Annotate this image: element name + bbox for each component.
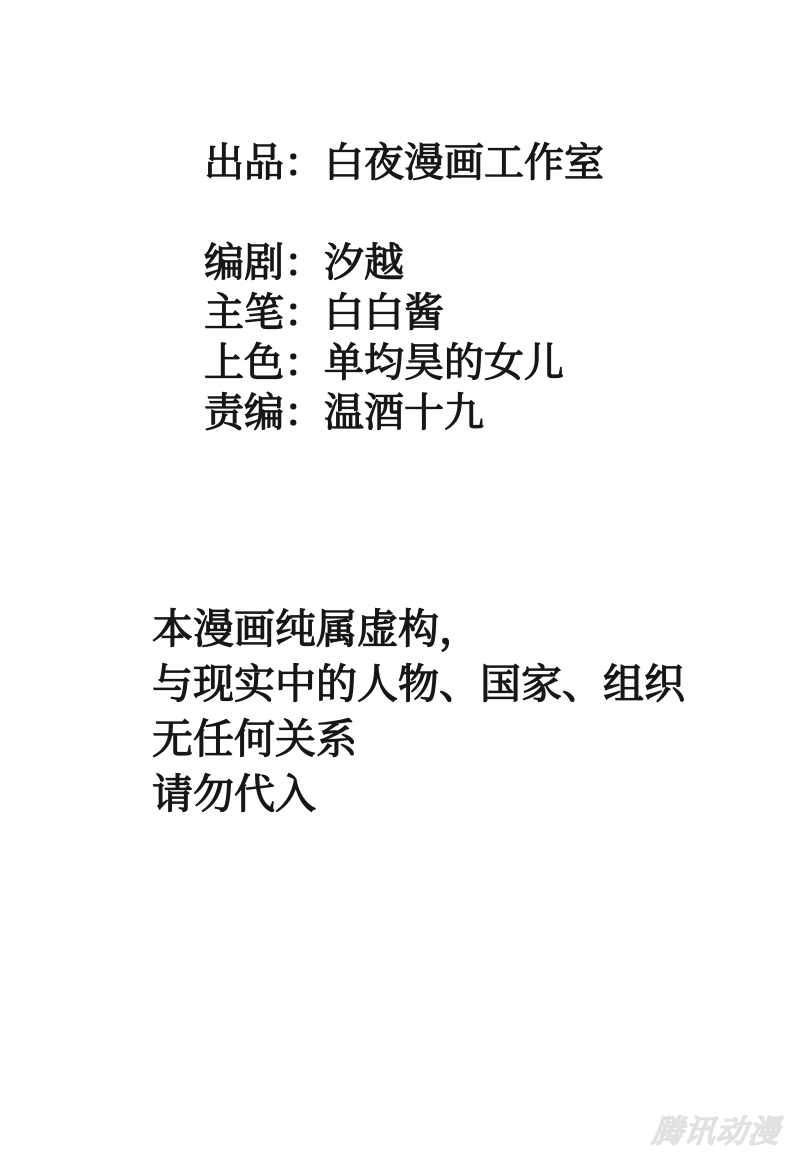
disclaimer-line-fiction: 本漫画纯属虚构，: [152, 606, 480, 652]
colorist-credit-line: 上色：单均昊的女儿: [204, 341, 564, 385]
disclaimer-line-do-not-project: 请勿代入: [152, 771, 316, 817]
lead-artist-credit-line: 主笔：白白酱: [204, 291, 444, 335]
writer-credit-line: 编剧：汐越: [204, 241, 404, 285]
disclaimer-line-no-relation: 无任何关系: [152, 716, 357, 762]
editor-credit-line: 责编：温酒十九: [204, 391, 484, 435]
tencent-comics-watermark-logo: 腾讯动漫: [650, 1114, 782, 1149]
disclaimer-line-no-relation-subjects: 与现实中的人物、国家、组织: [152, 661, 685, 707]
disclaimer-block: [152, 602, 685, 822]
producer-credit-line: 出品：白夜漫画工作室: [204, 141, 604, 185]
credits-block: [204, 138, 604, 438]
